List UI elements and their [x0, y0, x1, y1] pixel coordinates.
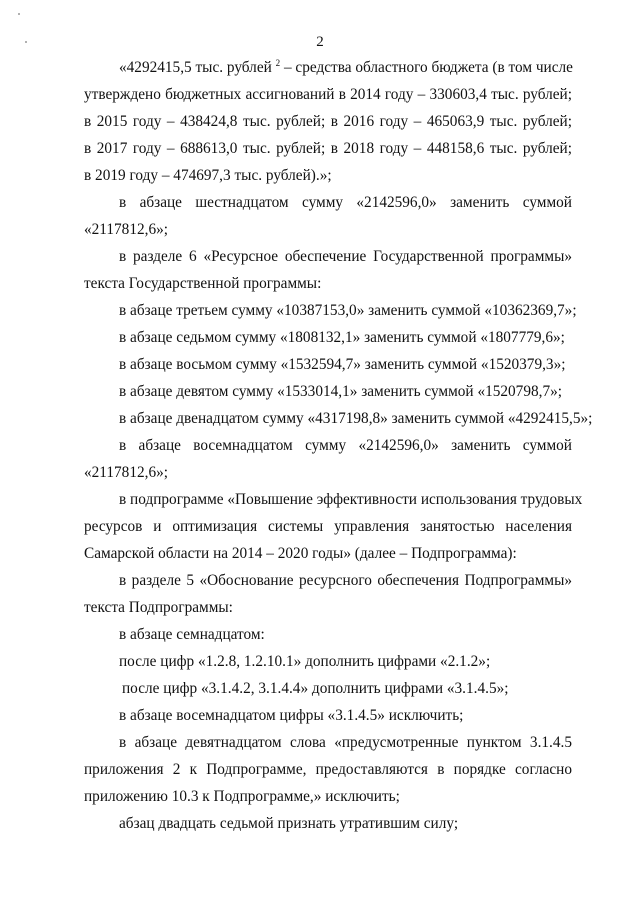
- text-line: «2117812,6»;: [84, 221, 168, 238]
- text-line: в абзаце шестнадцатом сумму «2142596,0» заменить суммой: [119, 194, 572, 211]
- text-line: Самарской области на 2014 – 2020 годы» (далее – Подпрограмма):: [84, 545, 517, 562]
- text-line: в 2017 году – 688613,0 тыс. рублей; в 2018 году – 448158,6 тыс. рублей;: [84, 140, 572, 157]
- text-line: текста Подпрограммы:: [84, 599, 233, 616]
- text-line: в разделе 6 «Ресурсное обеспечение Государственной программы»: [119, 248, 572, 265]
- text-line: в 2019 году – 474697,3 тыс. рублей).»;: [84, 167, 332, 184]
- text-line: утверждено бюджетных ассигнований в 2014 году – 330603,4 тыс. рублей;: [84, 86, 572, 103]
- text-line: абзац двадцать седьмой признать утратившим силу;: [119, 815, 459, 832]
- text-line: после цифр «3.1.4.2, 3.1.4.4» дополнить цифрами «3.1.4.5»;: [122, 680, 509, 697]
- text-line: приложению 10.3 к Подпрограмме,» исключить;: [84, 788, 400, 805]
- text-line: в абзаце семнадцатом:: [119, 626, 265, 643]
- text-line: текста Государственной программы:: [84, 275, 322, 292]
- text-line: в абзаце третьем сумму «10387153,0» заменить суммой «10362369,7»;: [119, 302, 577, 319]
- footnote-marker: 2: [275, 57, 281, 68]
- text-line: в абзаце восьмом сумму «1532594,7» заменить суммой «1520379,3»;: [119, 356, 566, 373]
- text-line: после цифр «1.2.8, 1.2.10.1» дополнить цифрами «2.1.2»;: [119, 653, 491, 670]
- text-line: в абзаце седьмом сумму «1808132,1» заменить суммой «1807779,6»;: [119, 329, 565, 346]
- text-line: приложения 2 к Подпрограмме, предоставляются в порядке согласно: [84, 761, 572, 778]
- text-line: в 2015 году – 438424,8 тыс. рублей; в 2016 году – 465063,9 тыс. рублей;: [84, 113, 572, 130]
- text-line: в абзаце восемнадцатом сумму «2142596,0» заменить суммой: [119, 437, 572, 454]
- text-line: «2117812,6»;: [84, 464, 168, 481]
- text-line: в подпрограмме «Повышение эффективности использования трудовых: [119, 491, 583, 508]
- text-line: ресурсов и оптимизация системы управления занятостью населения: [84, 518, 572, 535]
- text-line: в абзаце двенадцатом сумму «4317198,8» заменить суммой «4292415,5»;: [119, 410, 593, 427]
- text-line: в абзаце девятнадцатом слова «предусмотренные пунктом 3.1.4.5: [119, 734, 572, 751]
- text-line: «4292415,5 тыс. рублей $^2$ – средства областного бюджета (в том числе: [119, 57, 573, 76]
- scan-dot: [18, 13, 20, 15]
- text-line: в абзаце восемнадцатом цифры «3.1.4.5» исключить;: [119, 707, 464, 724]
- page-number: 2: [316, 34, 324, 50]
- text-line: в абзаце девятом сумму «1533014,1» заменить суммой «1520798,7»;: [119, 383, 562, 400]
- text-line: в разделе 5 «Обоснование ресурсного обеспечения Подпрограммы»: [119, 572, 572, 589]
